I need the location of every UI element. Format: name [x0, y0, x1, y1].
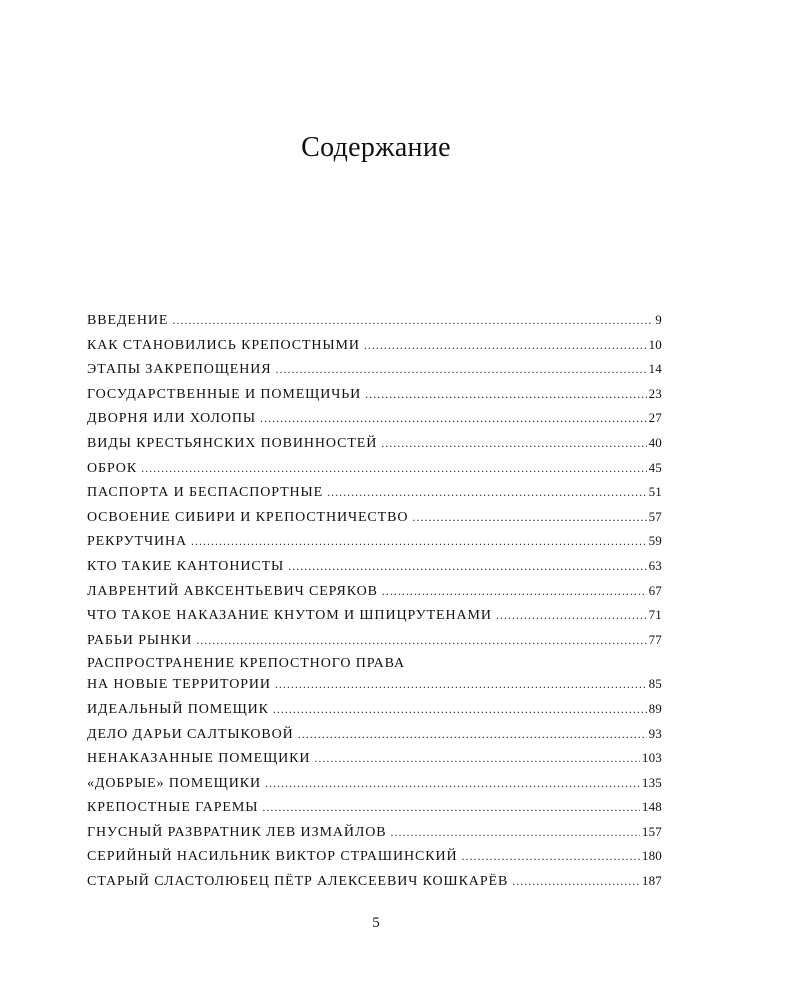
toc-entry-page: 187 — [641, 873, 662, 889]
dot-leader — [365, 387, 646, 402]
toc-entry-page: 59 — [648, 533, 662, 549]
toc-entry-title: ЧТО ТАКОЕ НАКАЗАНИЕ КНУТОМ И ШПИЦРУТЕНАМИ — [87, 608, 492, 624]
toc-entry-page: 85 — [648, 676, 662, 692]
dot-leader — [275, 677, 647, 692]
toc-entry-title: ВИДЫ КРЕСТЬЯНСКИХ ПОВИННОСТЕЙ — [87, 435, 378, 451]
toc-entry-page: 63 — [648, 557, 662, 573]
toc-entry-page: 93 — [648, 725, 662, 741]
toc-entry-title: НЕНАКАЗАННЫЕ ПОМЕЩИКИ — [87, 751, 311, 767]
toc-entry-page: 14 — [648, 361, 662, 377]
toc-entry-page: 27 — [648, 410, 662, 426]
toc-entry-title: ИДЕАЛЬНЫЙ ПОМЕЩИК — [87, 701, 269, 717]
toc-entry — [87, 656, 662, 701]
toc-entry-title: ДВОРНЯ ИЛИ ХОЛОПЫ — [87, 411, 256, 427]
page-number: 5 — [372, 915, 380, 931]
toc-entry-title: ЭТАПЫ ЗАКРЕПОЩЕНИЯ — [87, 362, 272, 378]
dot-leader — [327, 485, 646, 500]
toc-entry-title: РАБЬИ РЫНКИ — [87, 632, 193, 648]
toc-entry-page: 71 — [648, 607, 662, 623]
toc-entry-page: 180 — [641, 848, 662, 864]
dot-leader — [298, 727, 647, 742]
toc-entry-title: РАСПРОСТРАНЕНИЕ КРЕПОСТНОГО ПРАВА — [87, 656, 406, 672]
dot-leader — [512, 874, 640, 889]
dot-leader — [141, 461, 647, 476]
dot-leader — [288, 559, 646, 574]
table-of-contents — [87, 312, 662, 898]
dot-leader — [191, 534, 647, 549]
toc-entry — [87, 607, 662, 632]
toc-entry — [87, 361, 662, 386]
dot-leader — [314, 751, 640, 766]
toc-entry — [87, 337, 662, 362]
toc-entry-title: КАК СТАНОВИЛИСЬ КРЕПОСТНЫМИ — [87, 337, 360, 353]
toc-entry-page: 135 — [641, 774, 662, 790]
toc-entry — [87, 435, 662, 460]
toc-entry-page: 40 — [648, 434, 662, 450]
toc-entry-title: ОБРОК — [87, 460, 138, 476]
toc-entry — [87, 509, 662, 534]
dot-leader — [196, 633, 646, 648]
toc-entry-page: 23 — [648, 385, 662, 401]
toc-entry — [87, 533, 662, 558]
toc-entry — [87, 583, 662, 608]
dot-leader — [461, 849, 639, 864]
toc-entry — [87, 632, 662, 657]
dot-leader — [275, 362, 646, 377]
toc-entry-title: РЕКРУТЧИНА — [87, 534, 188, 550]
toc-entry-title: ДЕЛО ДАРЬИ САЛТЫКОВОЙ — [87, 726, 294, 742]
toc-entry-page: 9 — [655, 312, 662, 327]
toc-entry — [87, 558, 662, 583]
toc-entry-page: 51 — [648, 484, 662, 500]
toc-entry-page: 45 — [648, 459, 662, 475]
toc-entry-title: ОСВОЕНИЕ СИБИРИ И КРЕПОСТНИЧЕСТВО — [87, 509, 409, 525]
toc-entry — [87, 484, 662, 509]
toc-entry — [87, 873, 662, 898]
toc-entry — [87, 410, 662, 435]
toc-entry-title: ВВЕДЕНИЕ — [87, 313, 169, 328]
dot-leader — [382, 584, 647, 599]
toc-entry — [87, 726, 662, 751]
toc-entry — [87, 775, 662, 800]
toc-entry-title: ГНУСНЫЙ РАЗВРАТНИК ЛЕВ ИЗМАЙЛОВ — [87, 824, 387, 840]
dot-leader — [364, 338, 647, 353]
toc-entry-page: 67 — [648, 582, 662, 598]
toc-entry-title-continued: НА НОВЫЕ ТЕРРИТОРИИ — [87, 677, 271, 693]
dot-leader — [262, 800, 640, 815]
toc-entry-title: КРЕПОСТНЫЕ ГАРЕМЫ — [87, 800, 259, 816]
toc-entry — [87, 750, 662, 775]
dot-leader — [172, 313, 653, 328]
dot-leader — [381, 436, 646, 451]
toc-entry-title: СТАРЫЙ СЛАСТОЛЮБЕЦ ПЁТР АЛЕКСЕЕВИЧ КОШКАРЁВ — [87, 874, 509, 890]
toc-entry — [87, 799, 662, 824]
toc-entry-page: 57 — [648, 508, 662, 524]
dot-leader — [496, 608, 647, 623]
toc-entry — [87, 824, 662, 849]
dot-leader — [391, 825, 640, 840]
toc-entry-title: ПАСПОРТА И БЕСПАСПОРТНЫЕ — [87, 485, 324, 501]
dot-leader — [273, 702, 647, 717]
toc-entry-title: КТО ТАКИЕ КАНТОНИСТЫ — [87, 558, 285, 574]
toc-entry — [87, 460, 662, 485]
toc-entry-title: «ДОБРЫЕ» ПОМЕЩИКИ — [87, 775, 261, 791]
toc-entry-title: ГОСУДАРСТВЕННЫЕ И ПОМЕЩИЧЬИ — [87, 386, 362, 402]
toc-entry-page: 103 — [641, 750, 662, 766]
toc-entry — [87, 312, 662, 337]
dot-leader — [412, 510, 646, 525]
page-title: Содержание — [301, 132, 451, 163]
toc-entry — [87, 386, 662, 411]
toc-entry-page: 77 — [648, 631, 662, 647]
toc-entry — [87, 701, 662, 726]
toc-entry — [87, 848, 662, 873]
toc-entry-title: ЛАВРЕНТИЙ АВКСЕНТЬЕВИЧ СЕРЯКОВ — [87, 583, 378, 599]
dot-leader — [265, 776, 640, 791]
dot-leader — [260, 411, 647, 426]
toc-entry-page: 10 — [648, 336, 662, 352]
toc-entry-title: СЕРИЙНЫЙ НАСИЛЬНИК ВИКТОР СТРАШИНСКИЙ — [87, 849, 458, 865]
toc-entry-page: 89 — [648, 700, 662, 716]
toc-entry-page: 148 — [641, 799, 662, 815]
toc-entry-page: 157 — [641, 823, 662, 839]
